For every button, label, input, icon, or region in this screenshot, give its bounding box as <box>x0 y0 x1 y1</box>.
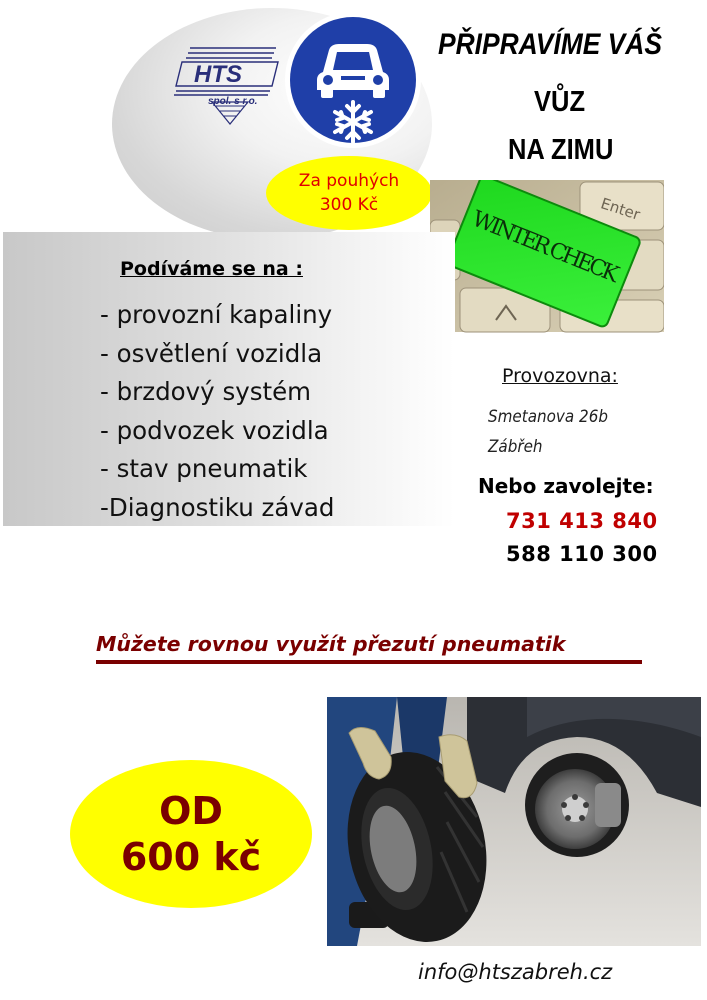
price-badge-line2: 300 Kč <box>319 195 379 215</box>
logo-company-text: HTS <box>194 61 242 88</box>
hts-logo <box>172 44 288 126</box>
check-item: -Diagnostiku závad <box>100 492 335 522</box>
email-address[interactable]: info@htszabreh.cz <box>418 960 613 984</box>
phone-number-primary[interactable]: 731 413 840 <box>506 509 658 533</box>
address-city: Zábřeh <box>488 437 543 456</box>
winter-check-keyboard-photo <box>430 180 664 350</box>
headline-line3: NA ZIMU <box>508 134 614 166</box>
check-item: - stav pneumatik <box>100 454 308 483</box>
address-street: Smetanova 26b <box>488 407 608 426</box>
car-snowflake-sign-icon <box>283 10 423 150</box>
price-badge <box>266 156 432 230</box>
enter-key-text: Enter <box>598 194 643 224</box>
logo-suffix-text: spol. s r.o. <box>208 96 258 107</box>
tire-change-photo <box>327 697 701 946</box>
check-item: - osvětlení vozidla <box>100 338 323 368</box>
price-offer-line1: OD <box>159 789 223 833</box>
headline-line1: PŘIPRAVÍME VÁŠ <box>438 28 662 61</box>
check-title: Podíváme se na : <box>120 258 303 280</box>
check-item: - brzdový systém <box>100 377 312 406</box>
call-label: Nebo zavolejte: <box>478 474 654 498</box>
check-list <box>100 296 334 527</box>
phone-number-secondary[interactable]: 588 110 300 <box>506 542 658 566</box>
check-item: - provozní kapaliny <box>100 300 333 329</box>
branch-label: Provozovna: <box>502 365 618 387</box>
promo-underline <box>96 660 642 664</box>
address <box>488 402 608 462</box>
promo-text: Můžete rovnou využít přezutí pneumatik <box>96 632 566 656</box>
price-offer-line2: 600 kč <box>120 835 262 879</box>
price-offer-oval <box>70 760 312 908</box>
headline-line2: VŮZ <box>534 86 586 118</box>
price-badge-line1: Za pouhých <box>298 171 400 191</box>
winter-check-key-text: WINTER CHECK <box>468 206 623 289</box>
check-item: - podvozek vozidla <box>100 415 329 445</box>
